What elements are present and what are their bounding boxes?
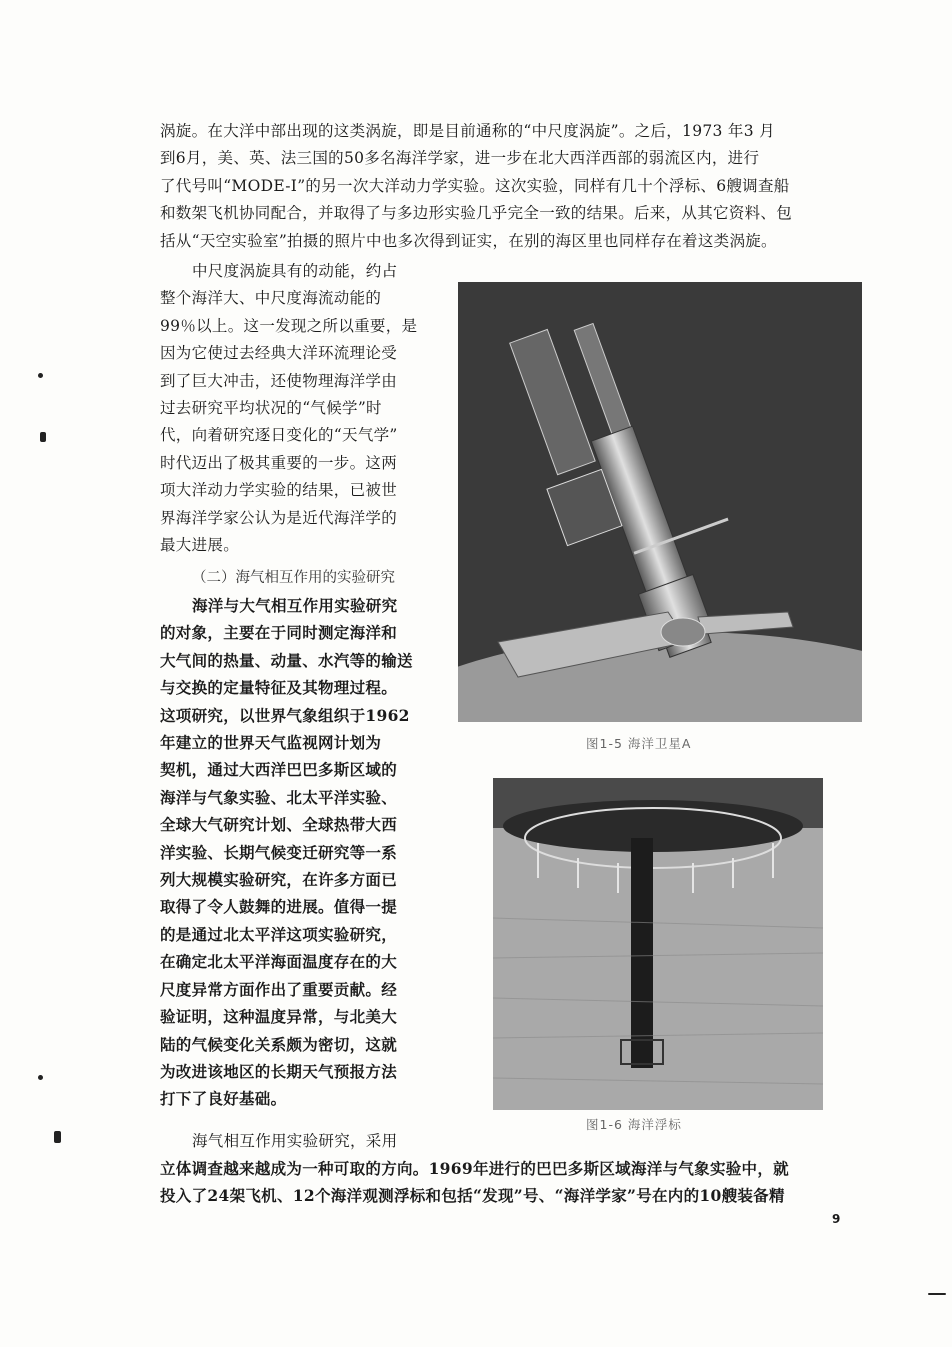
scan-mark-dot bbox=[38, 373, 43, 378]
section-heading: （二）海气相互作用的实验研究 bbox=[192, 570, 395, 586]
paragraph-line: 全球大气研究计划、全球热带大西 bbox=[160, 815, 398, 835]
paragraph-line: 的对象，主要在于同时测定海洋和 bbox=[160, 623, 398, 643]
paragraph-line: 海气相互作用实验研究，采用 bbox=[192, 1132, 398, 1150]
paragraph-line: 到6月，美、英、法三国的50多名海洋学家，进一步在北大西洋西部的弱流区内，进行 bbox=[160, 149, 760, 168]
paragraph-line: 立体调查越来越成为一种可取的方向。1969年进行的巴巴多斯区域海洋与气象实验中，就 bbox=[160, 1159, 789, 1178]
paragraph-line: 取得了令人鼓舞的进展。值得一提 bbox=[160, 897, 398, 917]
paragraph-line: 了代号叫“MODE-I”的另一次大洋动力学实验。这次实验，同样有几十个浮标、6艘调查船 bbox=[160, 176, 790, 195]
paragraph-line: 年建立的世界天气监视网计划为 bbox=[160, 733, 382, 753]
paragraph-4-first-line bbox=[160, 1128, 440, 1155]
page-number: 9 bbox=[832, 1212, 841, 1226]
paragraph-line: 整个海洋大、中尺度海流动能的 bbox=[160, 289, 382, 308]
paragraph-line: 界海洋学家公认为是近代海洋学的 bbox=[160, 508, 398, 527]
scan-mark-dot bbox=[38, 1075, 43, 1080]
paragraph-2 bbox=[160, 258, 440, 559]
paragraph-line: 契机，通过大西洋巴巴多斯区域的 bbox=[160, 760, 398, 780]
paragraph-line: 洋实验、长期气候变迁研究等一系 bbox=[160, 842, 398, 862]
paragraph-line: 打下了良好基础。 bbox=[160, 1089, 287, 1109]
paragraph-line: 和数架飞机协同配合，并取得了与多边形实验几乎完全一致的结果。后来，从其它资料、包 bbox=[160, 204, 793, 223]
paragraph-3 bbox=[160, 592, 440, 1113]
paragraph-line: 的是通过北太平洋这项实验研究， bbox=[160, 924, 398, 944]
satellite-illustration bbox=[458, 282, 862, 722]
paragraph-line: 项大洋动力学实验的结果，已被世 bbox=[160, 481, 398, 500]
paragraph-line: 99％以上。这一发现之所以重要，是 bbox=[160, 316, 418, 335]
paragraph-line: 海洋与气象实验、北太平洋实验、 bbox=[160, 787, 398, 807]
paragraph-4 bbox=[160, 1155, 865, 1210]
paragraph-line: 到了巨大冲击，还使物理海洋学由 bbox=[160, 371, 398, 390]
scan-mark bbox=[40, 432, 46, 442]
figure-1-6-caption: 图1-6 海洋浮标 bbox=[586, 1117, 682, 1132]
scan-mark bbox=[54, 1131, 61, 1143]
scan-mark-line bbox=[928, 1293, 946, 1295]
paragraph-line: 括从“天空实验室”拍摄的照片中也多次得到证实，在别的海区里也同样存在着这类涡旋。 bbox=[160, 231, 777, 250]
figure-satellite-photo bbox=[458, 282, 862, 722]
paragraph-line: 最大进展。 bbox=[160, 536, 240, 555]
paragraph-1 bbox=[160, 118, 865, 255]
paragraph-line: 海洋与大气相互作用实验研究 bbox=[192, 596, 398, 615]
paragraph-line: 验证明，这种温度异常，与北美大 bbox=[160, 1007, 398, 1027]
buoy-illustration bbox=[493, 778, 823, 1110]
paragraph-line: 列大规模实验研究，在许多方面已 bbox=[160, 870, 398, 890]
paragraph-line: 涡旋。在大洋中部出现的这类涡旋，即是目前通称的“中尺度涡旋”。之后，1973 年3 月 bbox=[160, 122, 775, 140]
paragraph-line: 代，向着研究逐日变化的“天气学” bbox=[160, 426, 398, 445]
paragraph-line: 在确定北太平洋海面温度存在的大 bbox=[160, 952, 398, 972]
paragraph-line: 陆的气候变化关系颇为密切，这就 bbox=[160, 1034, 398, 1054]
figure-1-5-caption: 图1-5 海洋卫星A bbox=[586, 736, 692, 751]
paragraph-line: 过去研究平均状况的“气候学”时 bbox=[160, 399, 382, 418]
paragraph-line: 与交换的定量特征及其物理过程。 bbox=[160, 678, 398, 698]
paragraph-line: 尺度异常方面作出了重要贡献。经 bbox=[160, 979, 398, 999]
paragraph-line: 为改进该地区的长期天气预报方法 bbox=[160, 1061, 398, 1081]
paragraph-line: 这项研究，以世界气象组织于1962 bbox=[160, 705, 410, 725]
figure-buoy-photo bbox=[493, 778, 823, 1110]
paragraph-line: 时代迈出了极其重要的一步。这两 bbox=[160, 453, 398, 472]
paragraph-line: 大气间的热量、动量、水汽等的输送 bbox=[160, 650, 413, 670]
paragraph-line: 因为它使过去经典大洋环流理论受 bbox=[160, 344, 398, 363]
paragraph-line: 中尺度涡旋具有的动能，约占 bbox=[192, 262, 398, 280]
paragraph-line: 投入了24架飞机、12个海洋观测浮标和包括“发现”号、“海洋学家”号在内的10艘装备精 bbox=[160, 1186, 785, 1206]
